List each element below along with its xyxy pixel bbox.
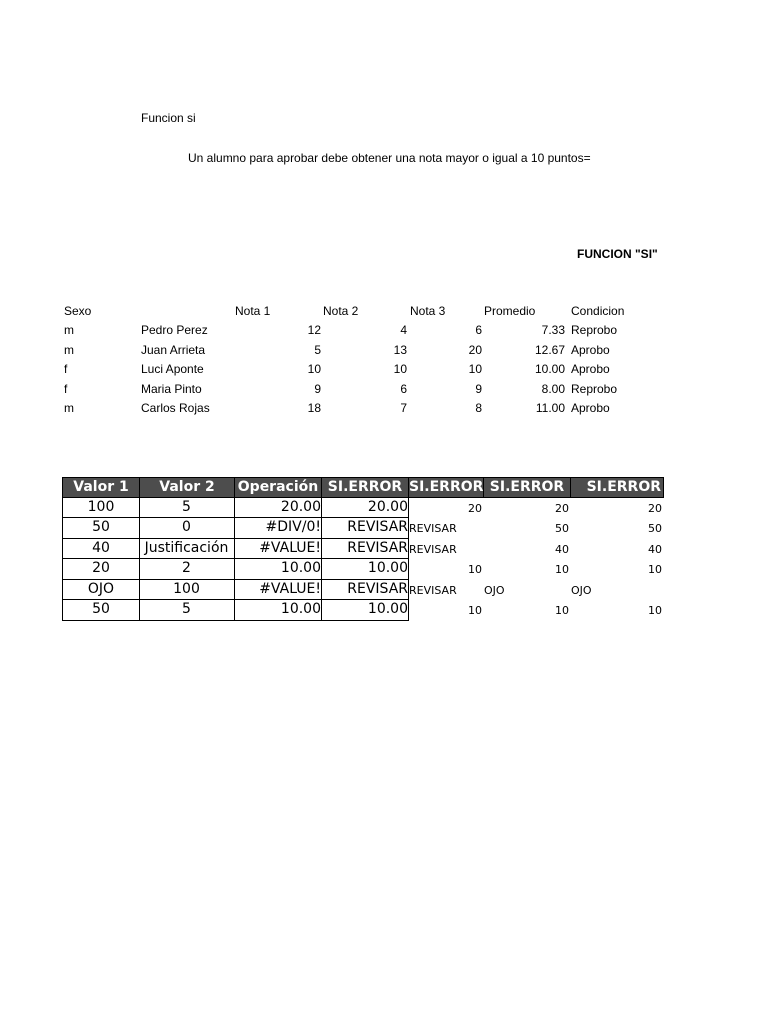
cell-si-error-2: REVISAR: [409, 522, 457, 535]
cell-si-error-1: 10.00: [321, 559, 409, 580]
table-row: [0, 341, 768, 360]
cell-valor-1: 50: [62, 518, 140, 539]
cell-valor-2: 0: [139, 518, 235, 539]
cell-si-error-3: OJO: [484, 583, 505, 597]
cell-nota-3: 10: [468, 362, 482, 376]
cell-name: Maria Pinto: [141, 381, 202, 396]
cell-si-error-2: 20: [468, 501, 482, 515]
header-valor-1: Valor 1: [62, 477, 140, 498]
cell-valor-1: 20: [62, 559, 140, 580]
cell-promedio: 11.00: [535, 401, 565, 415]
cell-valor-1: 40: [62, 539, 140, 560]
cell-condicion: Reprobo: [571, 381, 618, 396]
cell-nota-1: 18: [307, 401, 321, 415]
cell-nota-2: 13: [393, 342, 407, 357]
cell-promedio: 8.00: [541, 381, 565, 396]
cell-si-error-3: 10: [555, 563, 569, 576]
cell-nota-2: 6: [400, 381, 407, 396]
cell-nota-1: 5: [314, 342, 321, 357]
cell-name: Juan Arrieta: [141, 342, 206, 357]
cell-si-error-3: 40: [555, 542, 569, 556]
cell-si-error-1: 10.00: [321, 600, 409, 621]
cell-si-error-4: 10: [648, 604, 662, 617]
cell-si-error-3: 20: [555, 501, 569, 515]
cell-si-error-4: 40: [648, 542, 662, 556]
cell-operacion: 10.00: [234, 600, 322, 621]
cell-si-error-2: REVISAR: [409, 583, 457, 597]
section-label: FUNCION "SI": [577, 247, 658, 261]
cell-valor-1: 50: [62, 600, 140, 621]
cell-si-error-2: 10: [468, 604, 482, 617]
cell-name: Pedro Perez: [141, 323, 208, 337]
table-row: [0, 380, 768, 399]
cell-sexo: m: [64, 323, 74, 337]
cell-sexo: m: [64, 342, 74, 357]
cell-condicion: Aprobo: [571, 401, 610, 415]
cell-si-error-4: 10: [648, 563, 662, 576]
instruction-text: Un alumno para aprobar debe obtener una nota mayor o igual a 10 puntos=: [188, 151, 591, 165]
cell-operacion: #DIV/0!: [234, 518, 322, 539]
table-header-row: [0, 302, 768, 321]
cell-valor-2: 2: [139, 559, 235, 580]
cell-si-error-1: REVISAR: [321, 518, 409, 539]
table-row: [0, 360, 768, 379]
cell-promedio: 7.33: [541, 323, 565, 337]
cell-nota-1: 10: [307, 362, 321, 376]
cell-valor-2: 5: [139, 600, 235, 621]
header-valor-2: Valor 2: [139, 477, 235, 498]
cell-si-error-1: 20.00: [321, 498, 409, 519]
cell-sexo: f: [64, 381, 68, 396]
header-nota-1: Nota 1: [235, 304, 271, 318]
table-row: [0, 399, 768, 418]
cell-si-error-1: REVISAR: [321, 539, 409, 560]
header-si-error-4: SI.ERROR: [570, 477, 664, 498]
cell-si-error-4: 50: [648, 522, 662, 535]
cell-si-error-1: REVISAR: [321, 580, 409, 601]
cell-condicion: Aprobo: [571, 342, 610, 357]
cell-sexo: m: [64, 401, 74, 415]
cell-nota-1: 12: [307, 323, 321, 337]
cell-nota-2: 4: [400, 323, 407, 337]
cell-sexo: f: [64, 362, 68, 376]
cell-nota-3: 9: [475, 381, 482, 396]
cell-nota-1: 9: [314, 381, 321, 396]
header-sexo: Sexo: [64, 304, 92, 318]
header-nota-3: Nota 3: [410, 304, 446, 318]
header-si-error-1: SI.ERROR: [321, 477, 409, 498]
cell-nota-2: 7: [400, 401, 407, 415]
cell-name: Carlos Rojas: [141, 401, 210, 415]
cell-promedio: 12.67: [534, 342, 565, 357]
header-operacion: Operación: [234, 477, 322, 498]
cell-si-error-2: REVISAR: [409, 542, 457, 556]
cell-valor-2: 5: [139, 498, 235, 519]
header-condicion: Condicion: [571, 304, 625, 318]
page-title: Funcion si: [141, 111, 196, 125]
cell-operacion: #VALUE!: [234, 539, 322, 560]
cell-valor-1: OJO: [62, 580, 140, 601]
cell-promedio: 10.00: [534, 362, 565, 376]
cell-valor-2: 100: [139, 580, 235, 601]
cell-name: Luci Aponte: [141, 362, 204, 376]
cell-nota-3: 20: [468, 342, 482, 357]
cell-operacion: #VALUE!: [234, 580, 322, 601]
cell-nota-3: 8: [475, 401, 482, 415]
cell-valor-2: Justificación: [139, 539, 235, 560]
cell-si-error-3: 10: [555, 604, 569, 617]
header-si-error-2: SI.ERROR: [408, 477, 484, 498]
cell-condicion: Aprobo: [571, 362, 610, 376]
cell-valor-1: 100: [62, 498, 140, 519]
cell-condicion: Reprobo: [571, 323, 618, 337]
cell-operacion: 10.00: [234, 559, 322, 580]
cell-nota-3: 6: [475, 323, 482, 337]
cell-si-error-2: 10: [468, 563, 482, 576]
cell-operacion: 20.00: [234, 498, 322, 519]
header-nota-2: Nota 2: [323, 304, 359, 318]
cell-si-error-4: 20: [648, 501, 662, 515]
table-row: [0, 321, 768, 340]
cell-si-error-3: 50: [555, 522, 569, 535]
cell-nota-2: 10: [393, 362, 407, 376]
header-si-error-3: SI.ERROR: [483, 477, 571, 498]
cell-si-error-4: OJO: [571, 583, 592, 597]
header-promedio: Promedio: [484, 304, 536, 318]
